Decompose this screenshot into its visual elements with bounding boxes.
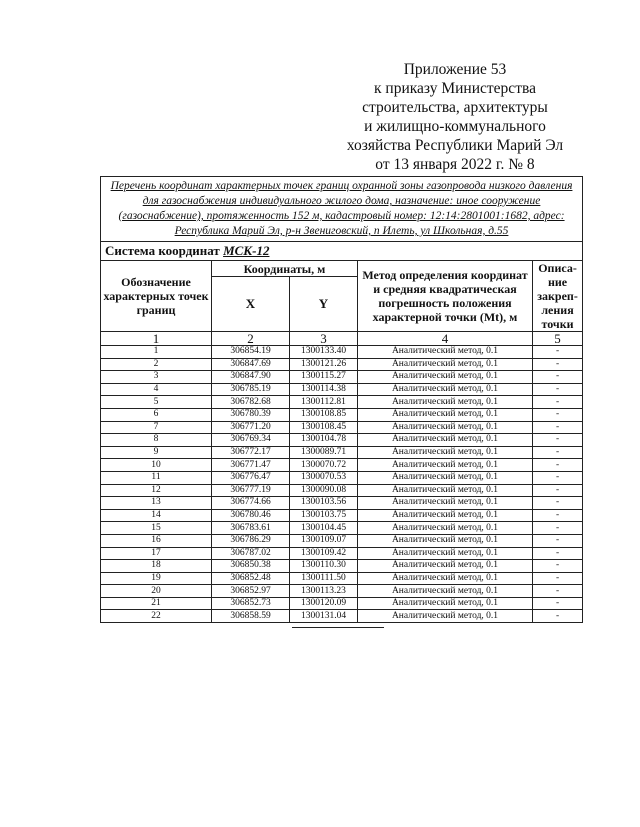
y-value: 1300110.30 xyxy=(290,560,358,573)
desc-value: - xyxy=(533,560,583,573)
y-value: 1300104.78 xyxy=(290,434,358,447)
point-number: 7 xyxy=(101,421,212,434)
table-row xyxy=(101,610,583,623)
method-value: Аналитический метод, 0.1 xyxy=(358,597,533,610)
desc-value: - xyxy=(533,446,583,459)
method-value: Аналитический метод, 0.1 xyxy=(358,471,533,484)
desc-value: - xyxy=(533,497,583,510)
y-value: 1300070.72 xyxy=(290,459,358,472)
point-number: 11 xyxy=(101,471,212,484)
y-value: 1300089.71 xyxy=(290,446,358,459)
y-value: 1300133.40 xyxy=(290,346,358,359)
desc-value: - xyxy=(533,346,583,359)
table-row xyxy=(101,459,583,472)
y-value: 1300111.50 xyxy=(290,572,358,585)
point-number: 22 xyxy=(101,610,212,623)
desc-value: - xyxy=(533,522,583,535)
header-line: от 13 января 2022 г. № 8 xyxy=(375,156,535,173)
y-value: 1300070.53 xyxy=(290,471,358,484)
y-value: 1300120.09 xyxy=(290,597,358,610)
col-designation-header: Обозначение характерных точек границ xyxy=(101,261,212,332)
method-value: Аналитический метод, 0.1 xyxy=(358,610,533,623)
desc-value: - xyxy=(533,421,583,434)
x-value: 306858.59 xyxy=(212,610,290,623)
method-value: Аналитический метод, 0.1 xyxy=(358,383,533,396)
x-value: 306852.73 xyxy=(212,597,290,610)
table-row xyxy=(101,547,583,560)
x-value: 306847.90 xyxy=(212,371,290,384)
method-value: Аналитический метод, 0.1 xyxy=(358,547,533,560)
coordinate-system-name: МСК-12 xyxy=(223,243,270,258)
table-row xyxy=(101,534,583,547)
desc-value: - xyxy=(533,459,583,472)
method-value: Аналитический метод, 0.1 xyxy=(358,585,533,598)
col-desc-header: Описа-ние закреп-ления точки xyxy=(533,261,583,332)
desc-value: - xyxy=(533,396,583,409)
table-row xyxy=(101,358,583,371)
point-number: 16 xyxy=(101,534,212,547)
x-value: 306771.47 xyxy=(212,459,290,472)
point-number: 17 xyxy=(101,547,212,560)
table-row xyxy=(101,597,583,610)
desc-value: - xyxy=(533,358,583,371)
y-value: 1300108.45 xyxy=(290,421,358,434)
method-value: Аналитический метод, 0.1 xyxy=(358,421,533,434)
x-value: 306771.20 xyxy=(212,421,290,434)
x-value: 306783.61 xyxy=(212,522,290,535)
method-value: Аналитический метод, 0.1 xyxy=(358,497,533,510)
header-line: строительства, архитектуры xyxy=(362,99,548,116)
point-number: 10 xyxy=(101,459,212,472)
point-number: 14 xyxy=(101,509,212,522)
method-value: Аналитический метод, 0.1 xyxy=(358,459,533,472)
x-value: 306847.69 xyxy=(212,358,290,371)
table-row xyxy=(101,371,583,384)
desc-value: - xyxy=(533,371,583,384)
y-value: 1300103.56 xyxy=(290,497,358,510)
coordinate-system xyxy=(101,242,583,261)
method-value: Аналитический метод, 0.1 xyxy=(358,446,533,459)
x-value: 306786.29 xyxy=(212,534,290,547)
x-value: 306787.02 xyxy=(212,547,290,560)
table-row xyxy=(101,408,583,421)
point-number: 13 xyxy=(101,497,212,510)
method-value: Аналитический метод, 0.1 xyxy=(358,371,533,384)
method-value: Аналитический метод, 0.1 xyxy=(358,484,533,497)
y-value: 1300090.08 xyxy=(290,484,358,497)
document-header xyxy=(300,60,610,174)
desc-value: - xyxy=(533,383,583,396)
method-value: Аналитический метод, 0.1 xyxy=(358,346,533,359)
y-value: 1300115.27 xyxy=(290,371,358,384)
y-value: 1300109.07 xyxy=(290,534,358,547)
table-row xyxy=(101,522,583,535)
y-value: 1300131.04 xyxy=(290,610,358,623)
header-line: Приложение 53 xyxy=(403,61,507,78)
col-x-header: X xyxy=(212,277,290,332)
desc-value: - xyxy=(533,597,583,610)
x-value: 306772.17 xyxy=(212,446,290,459)
x-value: 306854.19 xyxy=(212,346,290,359)
desc-value: - xyxy=(533,610,583,623)
desc-value: - xyxy=(533,408,583,421)
point-number: 9 xyxy=(101,446,212,459)
y-value: 1300109.42 xyxy=(290,547,358,560)
x-value: 306782.68 xyxy=(212,396,290,409)
x-value: 306780.46 xyxy=(212,509,290,522)
y-value: 1300112.81 xyxy=(290,396,358,409)
col-number: 5 xyxy=(533,332,583,346)
table-row xyxy=(101,446,583,459)
point-number: 6 xyxy=(101,408,212,421)
method-value: Аналитический метод, 0.1 xyxy=(358,434,533,447)
col-number: 1 xyxy=(101,332,212,346)
table-row xyxy=(101,497,583,510)
table-row xyxy=(101,471,583,484)
table-row xyxy=(101,509,583,522)
desc-value: - xyxy=(533,534,583,547)
col-number: 4 xyxy=(358,332,533,346)
point-number: 12 xyxy=(101,484,212,497)
header-line: хозяйства Республики Марий Эл xyxy=(346,137,564,154)
method-value: Аналитический метод, 0.1 xyxy=(358,358,533,371)
point-number: 4 xyxy=(101,383,212,396)
y-value: 1300108.85 xyxy=(290,408,358,421)
x-value: 306852.97 xyxy=(212,585,290,598)
coordinate-system-label: Система координат xyxy=(105,243,220,258)
y-value: 1300121.26 xyxy=(290,358,358,371)
col-y-header: Y xyxy=(290,277,358,332)
x-value: 306776.47 xyxy=(212,471,290,484)
y-value: 1300114.38 xyxy=(290,383,358,396)
table-row xyxy=(101,421,583,434)
method-value: Аналитический метод, 0.1 xyxy=(358,534,533,547)
table-row xyxy=(101,560,583,573)
x-value: 306774.66 xyxy=(212,497,290,510)
point-number: 21 xyxy=(101,597,212,610)
header-line: к приказу Министерства xyxy=(374,80,536,97)
table-row xyxy=(101,572,583,585)
col-number: 3 xyxy=(290,332,358,346)
point-number: 15 xyxy=(101,522,212,535)
col-coords-header: Координаты, м xyxy=(212,261,358,277)
desc-value: - xyxy=(533,585,583,598)
x-value: 306785.19 xyxy=(212,383,290,396)
table-row xyxy=(101,383,583,396)
coordinates-table xyxy=(100,176,583,623)
table-row xyxy=(101,346,583,359)
method-value: Аналитический метод, 0.1 xyxy=(358,560,533,573)
table-caption: Перечень координат характерных точек границ охранной зоны газопровода низкого давления для газоснабжения индивидуального жилого дома, назначение: иное сооружение (газоснабжение), протяженность 152 м, кадастровый номер: 12:14:2801001:1682, адрес: Республика Марий Эл, р-н Звениговский, п Илеть, ул Школьная, д.55 xyxy=(101,177,583,242)
bottom-divider xyxy=(292,627,384,628)
method-value: Аналитический метод, 0.1 xyxy=(358,408,533,421)
table-row xyxy=(101,434,583,447)
point-number: 2 xyxy=(101,358,212,371)
header-line: и жилищно-коммунального xyxy=(364,118,546,135)
point-number: 18 xyxy=(101,560,212,573)
point-number: 1 xyxy=(101,346,212,359)
table-row xyxy=(101,484,583,497)
method-value: Аналитический метод, 0.1 xyxy=(358,522,533,535)
point-number: 5 xyxy=(101,396,212,409)
desc-value: - xyxy=(533,471,583,484)
desc-value: - xyxy=(533,547,583,560)
x-value: 306769.34 xyxy=(212,434,290,447)
y-value: 1300113.23 xyxy=(290,585,358,598)
x-value: 306850.38 xyxy=(212,560,290,573)
table-row xyxy=(101,396,583,409)
method-value: Аналитический метод, 0.1 xyxy=(358,396,533,409)
y-value: 1300103.75 xyxy=(290,509,358,522)
method-value: Аналитический метод, 0.1 xyxy=(358,572,533,585)
point-number: 19 xyxy=(101,572,212,585)
x-value: 306780.39 xyxy=(212,408,290,421)
point-number: 20 xyxy=(101,585,212,598)
desc-value: - xyxy=(533,509,583,522)
desc-value: - xyxy=(533,434,583,447)
y-value: 1300104.45 xyxy=(290,522,358,535)
x-value: 306777.19 xyxy=(212,484,290,497)
col-number: 2 xyxy=(212,332,290,346)
table-row xyxy=(101,585,583,598)
point-number: 3 xyxy=(101,371,212,384)
desc-value: - xyxy=(533,484,583,497)
x-value: 306852.48 xyxy=(212,572,290,585)
method-value: Аналитический метод, 0.1 xyxy=(358,509,533,522)
col-method-header: Метод определения координат и средняя квадратическая погрешность положения характерной точки (Mt), м xyxy=(358,261,533,332)
point-number: 8 xyxy=(101,434,212,447)
desc-value: - xyxy=(533,572,583,585)
